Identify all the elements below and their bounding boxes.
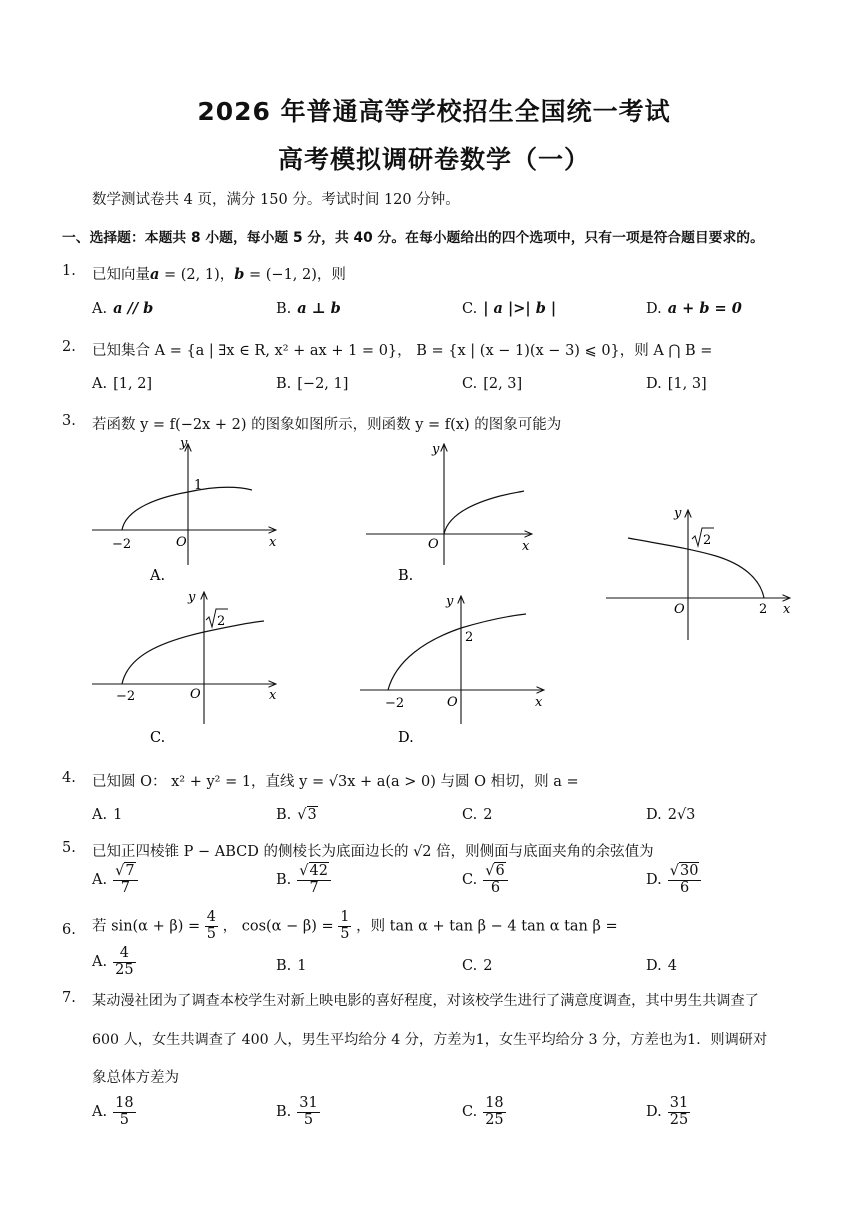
curve	[628, 538, 764, 598]
option-a[interactable]: A. a // b	[92, 300, 154, 317]
question-number: 3.	[62, 413, 76, 429]
tick-label: 2	[703, 533, 712, 548]
origin-label: O	[176, 535, 187, 550]
y-axis-label: y	[432, 442, 440, 457]
curve	[444, 491, 524, 534]
origin-label: O	[674, 602, 685, 617]
x-axis-label: x	[269, 535, 277, 550]
y-axis-label: y	[180, 436, 188, 451]
question-number: 2.	[62, 339, 76, 355]
question-number: 7.	[62, 990, 76, 1006]
x-axis-label: x	[522, 539, 530, 554]
question-number: 1.	[62, 263, 76, 279]
section-heading: 一、选择题：本题共 8 小题，每小题 5 分，共 40 分。在每小题给出的四个选项中，只有一项是符合题目要求的。	[62, 230, 764, 246]
question-stem: 已知圆 O： x² + y² = 1，直线 y = √3x + a(a > 0) 与圆 O 相切，则 a =	[92, 774, 579, 790]
exam-title: 2026 年普通高等学校招生全国统一考试	[197, 97, 671, 126]
option-a[interactable]: A. $\frac{4}{25}$	[92, 945, 134, 978]
question-stem: 若函数 y = f(−2x + 2) 的图象如图所示，则函数 y = f(x) 的图象可能为	[92, 417, 562, 433]
graph-option-c[interactable]	[92, 590, 277, 746]
option-a[interactable]: A. 1	[92, 807, 123, 823]
origin-label: O	[447, 695, 458, 710]
curve	[122, 487, 252, 530]
option-c[interactable]: C. | a |>| b |	[462, 300, 557, 317]
x-axis-label: x	[535, 695, 543, 710]
tick-label: −2	[116, 689, 136, 704]
option-b[interactable]: B. √3	[276, 807, 317, 823]
graph-label: C.	[150, 730, 166, 746]
option-b[interactable]: B. [−2, 1]	[276, 376, 349, 392]
question-number: 4.	[62, 770, 76, 786]
tick-label: 2	[217, 614, 226, 629]
question-stem: 已知向量a = (2, 1)，b = (−1, 2)，则	[92, 266, 346, 283]
tick-label: 2	[759, 602, 768, 617]
curve	[122, 621, 264, 684]
x-axis-label: x	[783, 602, 791, 617]
option-d[interactable]: D. $\frac{√30}{6}$	[646, 864, 701, 897]
option-d[interactable]: D. $\frac{31}{25}$	[646, 1095, 689, 1128]
tick-label: 2	[465, 630, 474, 645]
graph-label: B.	[398, 568, 414, 584]
option-d[interactable]: D. [1, 3]	[646, 376, 707, 392]
option-c[interactable]: C. [2, 3]	[462, 376, 523, 392]
option-b[interactable]: B. $\frac{31}{5}$	[276, 1095, 318, 1128]
origin-label: O	[190, 687, 201, 702]
origin-label: O	[428, 537, 439, 552]
option-a[interactable]: A. $\frac{√7}{7}$	[92, 864, 138, 897]
question-number: 6.	[62, 922, 76, 938]
y-axis-label: y	[674, 506, 682, 521]
option-c[interactable]: C. 2	[462, 958, 493, 974]
option-c[interactable]: C. $\frac{√6}{6}$	[462, 864, 508, 897]
y-axis-label: y	[446, 594, 454, 609]
option-d[interactable]: D. a + b = 0	[646, 300, 742, 317]
option-a[interactable]: A. [1, 2]	[92, 376, 153, 392]
curve	[388, 614, 526, 690]
exam-subtitle: 高考模拟调研卷数学（一）	[277, 145, 590, 174]
x-axis-label: x	[269, 688, 277, 703]
sqrt-expression: √3	[297, 807, 317, 823]
option-c[interactable]: C. 2	[462, 807, 493, 823]
exam-intro: 数学测试卷共 4 页，满分 150 分。考试时间 120 分钟。	[92, 192, 460, 208]
question-stem: 已知正四棱锥 P − ABCD 的侧棱长为底面边长的 √2 倍，则侧面与底面夹角的余弦值为	[92, 844, 654, 860]
tick-label: 1	[194, 478, 203, 493]
graph-option-d[interactable]	[360, 594, 544, 746]
option-d[interactable]: D. 2√3	[646, 807, 696, 823]
option-b[interactable]: B. a ⊥ b	[276, 300, 341, 317]
option-b[interactable]: B. 1	[276, 958, 307, 974]
question-number: 5.	[62, 840, 76, 856]
option-b[interactable]: B. $\frac{√42}{7}$	[276, 864, 331, 897]
question-stem-line-2: 600 人，女生共调查了 400 人，男生平均给分 4 分，方差为1，女生平均给分 3 分，方差也为1．则调研对	[92, 1032, 768, 1048]
question-stem: 已知集合 A = {a | ∃x ∈ R, x² + ax + 1 = 0}， B = {x | (x − 1)(x − 3) ⩽ 0}，则 A ⋂ B =	[92, 343, 713, 359]
y-axis-label: y	[188, 590, 196, 605]
option-d[interactable]: D. 4	[646, 958, 677, 974]
tick-label: −2	[112, 537, 132, 552]
graph-option-a[interactable]	[92, 436, 277, 584]
question-stem-line-1: 某动漫社团为了调查本校学生对新上映电影的喜好程度，对该校学生进行了满意度调查，其中男生共调查了	[92, 993, 759, 1009]
given-graph	[606, 506, 791, 640]
tick-label: −2	[385, 696, 405, 711]
option-a[interactable]: A. $\frac{18}{5}$	[92, 1095, 134, 1128]
graph-label: A.	[150, 568, 166, 584]
question-stem: 若 sin(α + β) = $\frac{4}{5}$ ， cos(α − β) = $\frac{1}{5}$ ，则 tan α + tan β − 4 tan α tan β =	[92, 909, 618, 942]
graph-option-b[interactable]	[366, 442, 532, 584]
question-stem-line-3: 象总体方差为	[92, 1070, 179, 1086]
option-c[interactable]: C. $\frac{18}{25}$	[462, 1095, 504, 1128]
graph-label: D.	[398, 730, 414, 746]
